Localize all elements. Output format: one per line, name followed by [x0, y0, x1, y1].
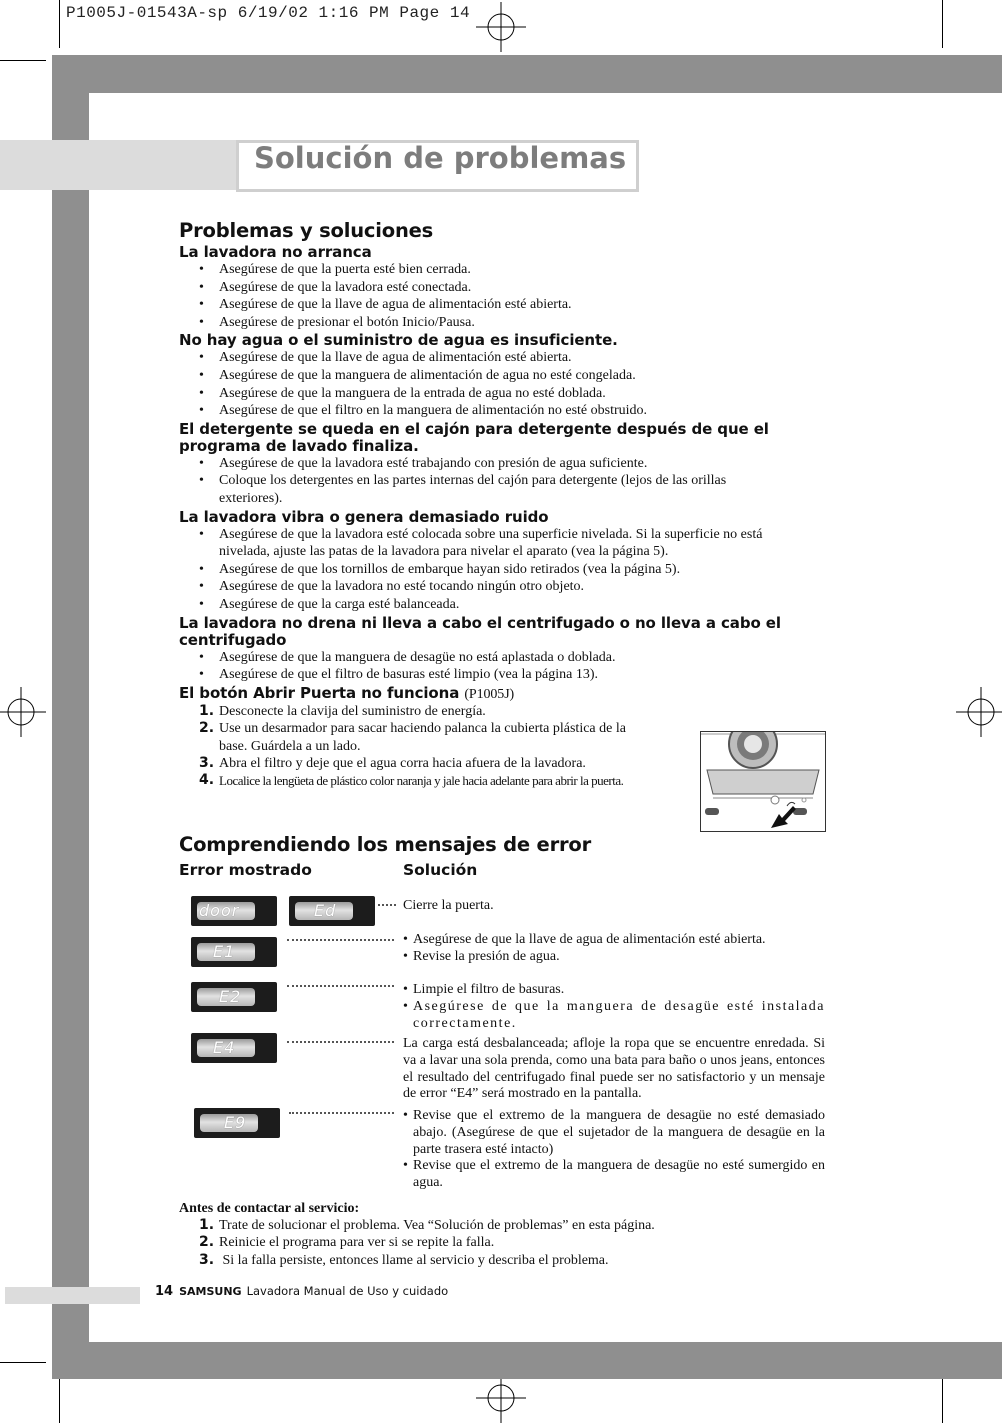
list-item: [179, 1252, 825, 1269]
numbered-list: [179, 1217, 825, 1269]
error-code: door: [199, 901, 240, 920]
step-number: 1.: [199, 702, 215, 719]
list-item: • Asegúrese de que la puerta esté bien cerrada.: [179, 261, 825, 279]
crop-mark: [942, 0, 943, 48]
error-display-e2: [191, 982, 277, 1012]
crop-mark: [59, 1375, 60, 1423]
crop-mark: [59, 0, 60, 48]
list-item: • Asegúrese de que el filtro de basuras esté limpio (vea la página 13).: [179, 666, 825, 684]
registration-mark-icon: [0, 687, 46, 737]
registration-mark-icon: [956, 687, 1002, 737]
step-number: 1.: [199, 1217, 215, 1233]
washer-base-drawing: [701, 732, 825, 831]
list-item: • Coloque los detergentes en las partes internas del cajón para detergente (lejos de las orillas exteriores).: [179, 472, 825, 507]
problems-section: [179, 218, 825, 791]
col-solution-header: Solución: [403, 861, 478, 879]
step-text: Reinicie el programa para ver si se repite la falla.: [219, 1235, 495, 1251]
list-item: • Asegúrese de que la carga esté balanceada.: [179, 596, 825, 614]
numbered-list: [179, 703, 679, 791]
step-text: Localice la lengüeta de plástico color naranja y jale hacia adelante para abrir la puerta.: [219, 773, 624, 789]
error-solution: [403, 1108, 825, 1192]
bullet-list: [179, 526, 825, 614]
solution-bullet: • Revise la presión de agua.: [403, 949, 825, 966]
error-code: E1: [213, 942, 236, 961]
model-note: (P1005J): [464, 686, 515, 702]
list-item: [179, 755, 679, 772]
error-code: E9: [224, 1113, 247, 1132]
bullet-list: [179, 455, 825, 508]
problem-heading: No hay agua o el suministro de agua es insuficiente.: [179, 331, 618, 350]
step-number: 3.: [199, 1251, 215, 1268]
step-text: Abra el filtro y deje que el agua corra hacia afuera de la lavadora.: [219, 755, 586, 771]
error-code: Ed: [314, 901, 337, 920]
crop-mark: [0, 1362, 46, 1363]
list-item: [179, 703, 679, 720]
error-display-door: [191, 896, 277, 926]
footer-strip: [5, 1287, 140, 1304]
brand-name: SAMSUNG: [179, 1285, 242, 1298]
contact-label: Antes de contactar al servicio:: [179, 1201, 360, 1216]
step-number: 2.: [199, 1234, 215, 1251]
list-item: • Asegúrese de que la llave de agua de alimentación esté abierta.: [179, 296, 825, 314]
registration-mark-icon: [476, 1373, 526, 1423]
problem-heading: La lavadora no drena ni lleva a cabo el centrifugado o no lleva a cabo el centrifugado: [179, 613, 781, 649]
solution-bullet: • Revise que el extremo de la manguera de desagüe no esté demasiado abajo. (Asegúrese de que el sujetador de la manguera de desagüe en la parte trasera esté intacto): [403, 1108, 825, 1158]
list-item: • Asegúrese de que el filtro en la manguera de alimentación no esté obstruido.: [179, 402, 825, 420]
footer-doc-title: Lavadora Manual de Uso y cuidado: [246, 1284, 449, 1298]
leader-dots: [287, 1041, 394, 1044]
page-footer: [155, 1284, 448, 1299]
error-display-e1: [191, 937, 277, 967]
error-solution: [403, 982, 825, 1032]
page-title: Solución de problemas: [254, 141, 627, 175]
solution-bullet: • Asegúrese de que la llave de agua de alimentación esté abierta.: [403, 932, 825, 949]
step-text: Si la falla persiste, entonces llame al servicio y describa el problema.: [219, 1252, 609, 1268]
leader-dots: [287, 985, 394, 988]
section-heading: Problemas y soluciones: [179, 219, 434, 242]
list-item: [179, 720, 679, 755]
solution-bullet: • Asegúrese de que la manguera de desagüe esté instalada correctamente.: [403, 999, 825, 1033]
error-code: E4: [213, 1038, 236, 1057]
step-text: Trate de solucionar el problema. Vea “Solución de problemas” en esta página.: [219, 1218, 655, 1233]
frame-bottom-band: [52, 1342, 1002, 1379]
error-solution: [403, 932, 825, 966]
error-display-e9: [194, 1108, 280, 1138]
list-item: • Asegúrese de que los tornillos de embarque hayan sido retirados (vea la página 5).: [179, 561, 825, 579]
print-slug: P1005J-01543A-sp 6/19/02 1:16 PM Page 14: [66, 4, 471, 22]
contact-service-section: [179, 1200, 825, 1269]
errors-heading: Comprendiendo los mensajes de error: [179, 833, 592, 856]
title-strip: [0, 140, 236, 190]
solution-bullet: • Limpie el filtro de basuras.: [403, 982, 825, 999]
error-code: E2: [219, 987, 242, 1006]
frame-top-band: [52, 55, 1002, 93]
step-number: 2.: [199, 720, 215, 737]
leader-dots: [289, 1112, 394, 1115]
bullet-list: [179, 261, 825, 331]
step-text: Desconecte la clavija del suministro de energía.: [219, 703, 486, 719]
list-item: • Asegúrese de que la manguera de la entrada de agua no esté doblada.: [179, 385, 825, 403]
problem-heading: [179, 685, 825, 703]
list-item: • Asegúrese de que la manguera de alimentación de agua no esté congelada.: [179, 367, 825, 385]
list-item: • Asegúrese de que la lavadora no esté tocando ningún otro objeto.: [179, 578, 825, 596]
list-item: • Asegúrese de presionar el botón Inicio/Pausa.: [179, 314, 825, 332]
list-item: [179, 772, 679, 790]
problem-heading: La lavadora vibra o genera demasiado ruido: [179, 507, 549, 526]
list-item: • Asegúrese de que la lavadora esté trabajando con presión de agua suficiente.: [179, 455, 825, 473]
bullet-list: [179, 349, 825, 419]
door-button-heading: El botón Abrir Puerta no funciona: [179, 683, 460, 702]
list-item: [179, 1234, 825, 1251]
list-item: • Asegúrese de que la llave de agua de alimentación esté abierta.: [179, 349, 825, 367]
list-item: • Asegúrese de que la lavadora esté conectada.: [179, 279, 825, 297]
step-text: Use un desarmador para sacar haciendo palanca la cubierta plástica de la base. Guárdela a un lado.: [219, 721, 626, 754]
step-number: 4.: [199, 772, 215, 789]
solution-text: Cierre la puerta.: [403, 898, 494, 913]
col-error-header: Error mostrado: [179, 861, 312, 879]
registration-mark-icon: [476, 2, 526, 52]
page-number: 14: [155, 1284, 174, 1299]
error-display-ed: [289, 896, 375, 926]
washer-base-illustration: [700, 731, 826, 832]
bullet-list: [179, 649, 825, 684]
leader-dots: [378, 904, 396, 907]
crop-mark: [942, 1375, 943, 1423]
step-number: 3.: [199, 754, 215, 771]
solution-text: La carga está desbalanceada; afloje la ropa que se encuentre enredada. Si va a lavar una sola prenda, como una bata para baño o unos jeans, entonces el resultado del centrifugado final puede ser no satisfactorio y un mensaje de error “E4” será mostrado en la pantalla.: [403, 1036, 825, 1102]
error-solution: [403, 1036, 825, 1103]
leader-dots: [287, 939, 394, 942]
error-solution: [403, 898, 825, 915]
list-item: [179, 1217, 825, 1234]
list-item: • Asegúrese de que la lavadora esté colocada sobre una superficie nivelada. Si la superficie no está nivelada, ajuste las patas de la lavadora para nivelar el aparato (vea la página 5).: [179, 526, 825, 561]
list-item: • Asegúrese de que la manguera de desagüe no está aplastada o doblada.: [179, 649, 825, 667]
problem-heading: La lavadora no arranca: [179, 243, 372, 261]
crop-mark: [0, 60, 46, 61]
frame-left-band: [52, 55, 89, 1379]
solution-bullet: • Revise que el extremo de la manguera de desagüe no esté sumergido en agua.: [403, 1158, 825, 1192]
problem-heading: El detergente se queda en el cajón para detergente después de que el programa de lavado finaliza.: [179, 419, 769, 455]
error-display-e4: [191, 1033, 277, 1063]
